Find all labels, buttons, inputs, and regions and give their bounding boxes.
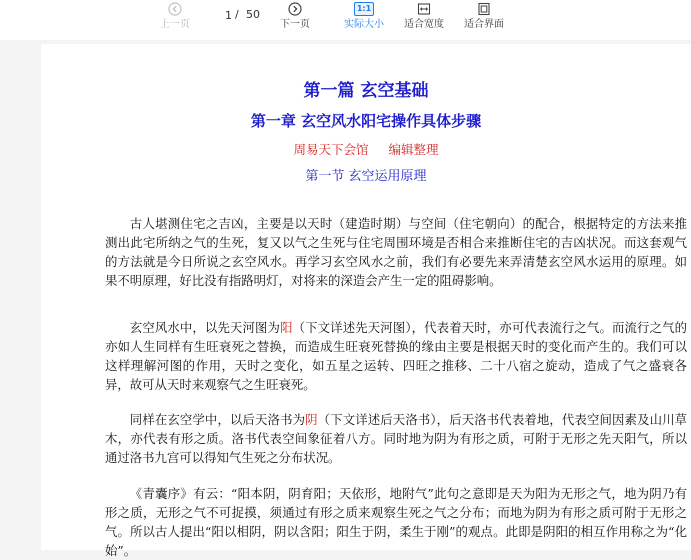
credit-role: 编辑整理 (388, 142, 439, 157)
viewer-toolbar (0, 0, 691, 40)
part-title: 第一篇 玄空基础 (303, 81, 429, 101)
chevron-right-icon (288, 2, 302, 16)
fit-page-button[interactable] (454, 0, 514, 31)
fit-page-icon (477, 2, 491, 16)
document-page (41, 44, 691, 558)
paragraph-3-highlight: 阴 (305, 412, 318, 427)
page-number-input[interactable] (202, 6, 236, 24)
paragraph-2-text-a: 玄空风水中，以先天河图为 (129, 320, 281, 335)
actual-size-button[interactable] (334, 0, 394, 31)
paragraph-1: 古人堪测住宅之吉凶，主要是以天时（建造时期）与空间（住宅朝向）的配合，根据特定的方法来推测出此宅所纳之气的生死，复又以气之生死与住宅周围环境是否相合来推断住宅的吉凶状况。而这套观气的方法就是今日所说之玄空风水。再学习玄空风水之前，我们有必要先来弄清楚玄空风水运用的原理。如果不明原理，好比没有指路明灯，对将来的深造会产生一定的阻碍影响。 (105, 216, 687, 288)
prev-page-button[interactable] (145, 0, 205, 31)
paragraph-3-text-b: （下文详述后天洛书），后天洛书代表着地，代表空间因素及山川草木，亦代表有形之质。洛书代表空间象征着八方。同时地为阴为有形之质，可附于无形之先天阳气，所以通过洛书九宫可以得知气生死之分布状况。 (105, 412, 688, 465)
paragraph-2-text-b: （下文详述先天河图），代表着天时，亦可代表流行之气。而流行之气的亦如人生同样有生旺衰死之替换，而造成生旺衰死替换的缘由主要是根据天时的变化而产生的。我们可以这样理解河图的作用，天时之变化，如五星之运转、四旺之推移、二十八宿之旋动，造成了气之盛衰各异，故可从天时来观察气之生旺衰死。 (105, 320, 688, 392)
actual-size-label: 实际大小 (344, 19, 384, 30)
page-total: 50 (246, 8, 260, 21)
page-separator: / (235, 8, 239, 21)
paragraph-2-highlight: 阳 (280, 320, 293, 335)
paragraph-4: 《青囊序》有云：“阳本阴，阴育阳；天依形，地附气”此句之意即是天为阳为无形之气，地为阴乃有形之质，无形之气不可捉摸，须通过有形之质来观察生死之气之分布；而地为阴为有形之质可附于无形之气。所以古人提出“阳以相阴，阴以含阳；阳生于阴，柔生于刚”的观点。此即是阴阳的相互作用称之为“化始”。 (105, 486, 687, 558)
section-title: 第一节 玄空运用原理 (305, 169, 427, 184)
fit-width-label: 适合宽度 (404, 19, 444, 30)
prev-page-label: 上一页 (160, 19, 190, 30)
credit-org: 周易天下会馆 (293, 142, 369, 157)
chapter-title: 第一章 玄空风水阳宅操作具体步骤 (250, 112, 482, 130)
fit-width-button[interactable] (394, 0, 454, 31)
paragraph-3-text-a: 同样在玄空学中，以后天洛书为 (129, 412, 306, 427)
next-page-label: 下一页 (280, 19, 310, 30)
paragraph-3 (105, 410, 687, 467)
fit-page-label: 适合界面 (464, 19, 504, 30)
fit-width-icon (417, 2, 431, 16)
next-page-button[interactable] (265, 0, 325, 31)
chevron-left-icon (168, 2, 182, 16)
actual-size-icon: 1:1 (354, 2, 374, 16)
page-indicator (202, 6, 272, 26)
paragraph-2 (105, 318, 687, 394)
credit-line (41, 140, 691, 158)
